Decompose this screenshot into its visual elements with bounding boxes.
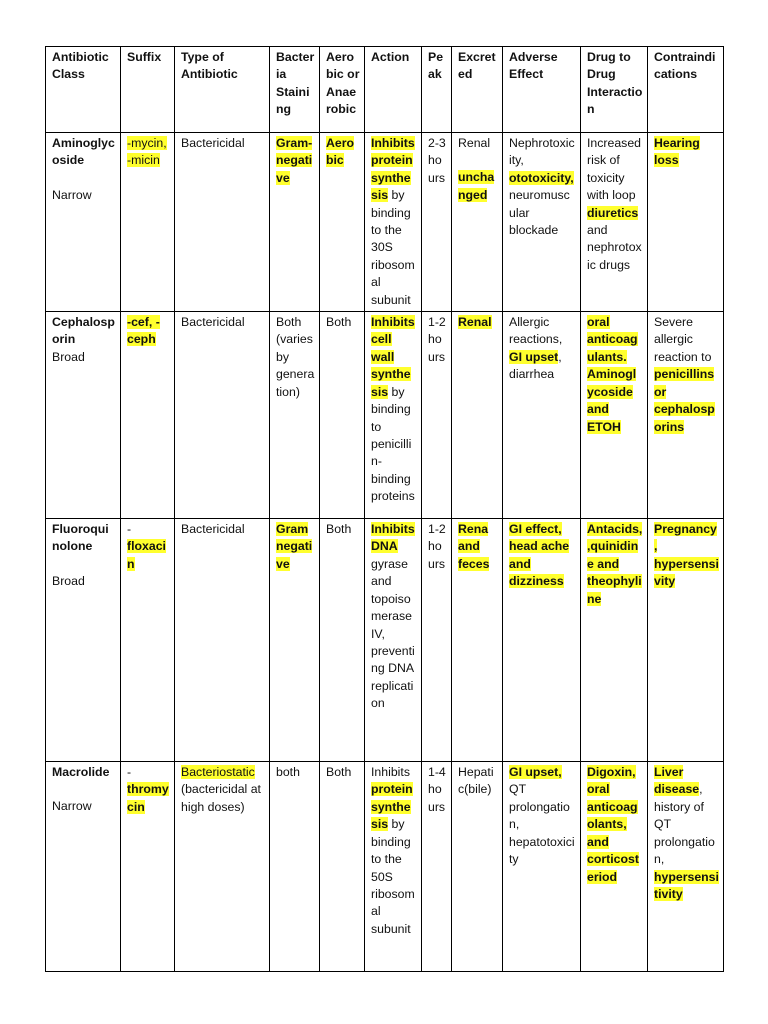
adverse-cell <box>503 762 581 972</box>
contra-text: , history of QT prolongation, <box>654 782 715 867</box>
ddi-highlight: Digoxin, oral anticoagolants, and corticosteriod <box>587 765 639 884</box>
action-text: by binding to the 30S ribosomal subunit <box>371 188 415 307</box>
adverse-cell <box>503 133 581 312</box>
excreted-highlight: Renal <box>458 315 492 330</box>
suffix-dash: - <box>127 765 132 780</box>
adverse-highlight: ototoxicity, <box>509 170 574 185</box>
class-cell <box>46 762 121 972</box>
adverse-text-2: , diarrhea <box>509 349 562 382</box>
adverse-highlight: GI upset, <box>509 765 562 780</box>
suffix-dash: - <box>127 522 132 537</box>
type-cell: Bactericidal <box>175 519 270 762</box>
header-suffix: Suffix <box>121 47 175 133</box>
ddi-cell <box>581 519 648 762</box>
action-cell <box>365 519 422 762</box>
suffix-highlight: -cef, -ceph <box>127 315 160 347</box>
suffix-cell <box>121 762 175 972</box>
spectrum: Broad <box>52 573 85 588</box>
staining-cell <box>270 133 320 312</box>
action-cell <box>365 762 422 972</box>
ddi-highlight: Antacids, ,quinidine and theophyline <box>587 522 643 606</box>
type-text: (bactericidal at high doses) <box>181 782 261 814</box>
ddi-cell <box>581 762 648 972</box>
suffix-highlight: -mycin, -micin <box>127 136 167 168</box>
type-highlight: Bacteriostatic <box>181 765 255 780</box>
contra-text: Severe allergic reaction to <box>654 315 712 364</box>
header-class: Antibiotic Class <box>46 47 121 133</box>
spectrum: Narrow <box>52 799 92 814</box>
header-adverse: Adverse Effect <box>503 47 581 133</box>
header-staining: Bacteria Staining <box>270 47 320 133</box>
type-cell <box>175 762 270 972</box>
table-row <box>46 762 724 972</box>
adverse-text-2: neuromuscular blockade <box>509 188 570 238</box>
excreted-highlight: unchanged <box>458 170 495 202</box>
adverse-highlight: GI upset <box>509 349 559 364</box>
staining-cell: Both (varies by generation) <box>270 312 320 519</box>
class-cell <box>46 312 121 519</box>
excreted-cell <box>452 133 503 312</box>
action-text-lead: Inhibits <box>371 765 410 780</box>
suffix-cell <box>121 519 175 762</box>
header-row <box>46 47 724 133</box>
contra-highlight: Liver disease <box>654 765 700 797</box>
excreted-text: Renal <box>458 136 491 150</box>
suffix-cell <box>121 312 175 519</box>
staining-highlight: Gram negative <box>276 522 313 571</box>
staining-cell <box>270 519 320 762</box>
action-highlight: Inhibits protein synthesis <box>371 136 415 203</box>
type-cell: Bactericidal <box>175 133 270 312</box>
action-highlight: Inhibits cell wall synthesis <box>371 315 415 399</box>
adverse-highlight: GI effect, head ache and dizziness <box>509 522 570 589</box>
class-cell <box>46 133 121 312</box>
adverse-cell <box>503 519 581 762</box>
contra-cell <box>648 762 724 972</box>
ddi-text-2: and nephrotoxic drugs <box>587 223 642 272</box>
peak-cell: 1-4 hours <box>422 762 452 972</box>
class-cell <box>46 519 121 762</box>
aerobic-cell: Both <box>320 519 365 762</box>
excreted-cell <box>452 312 503 519</box>
action-highlight: protein synthesis <box>371 782 413 832</box>
contra-cell <box>648 312 724 519</box>
staining-highlight: Gram-negative <box>276 136 313 185</box>
ddi-highlight: diuretics <box>587 205 639 220</box>
contra-highlight: Pregnancy, hypersensivity <box>654 522 719 589</box>
action-highlight: Inhibits DNA <box>371 522 415 554</box>
class-name: Cephalosporin <box>52 315 115 347</box>
excreted-highlight: Rena and feces <box>458 522 490 571</box>
ddi-cell <box>581 133 648 312</box>
table-row <box>46 133 724 312</box>
spectrum: Narrow <box>52 187 92 202</box>
aerobic-cell: Both <box>320 312 365 519</box>
peak-cell: 1-2 hours <box>422 519 452 762</box>
suffix-highlight: floxacin <box>127 539 166 571</box>
class-name: Aminoglycoside <box>52 136 115 168</box>
action-text: by binding to penicillin-binding proteins <box>371 384 415 504</box>
contra-highlight-2: hypersensitivity <box>654 869 719 901</box>
suffix-cell <box>121 133 175 312</box>
action-text: by binding to the 50S ribosomal subunit <box>371 817 415 936</box>
header-contra: Contraindications <box>648 47 724 133</box>
action-cell <box>365 312 422 519</box>
ddi-text: Increased risk of toxicity with loop <box>587 136 642 203</box>
excreted-cell <box>452 519 503 762</box>
peak-cell: 2-3 hours <box>422 133 452 312</box>
adverse-text-2: QT prolongation, hepatotoxicity <box>509 782 575 867</box>
action-text: gyrase and topoisomerase IV, preventing DNA replication <box>371 556 415 711</box>
adverse-cell <box>503 312 581 519</box>
antibiotic-table <box>45 46 724 972</box>
header-excreted: Excreted <box>452 47 503 133</box>
header-ddi: Drug to Drug Interaction <box>581 47 648 133</box>
aerobic-cell <box>320 133 365 312</box>
contra-cell <box>648 133 724 312</box>
adverse-text: Nephrotoxicity, <box>509 136 575 168</box>
table-row <box>46 312 724 519</box>
class-name: Fluoroquinolone <box>52 522 109 554</box>
suffix-highlight: thromycin <box>127 782 169 814</box>
excreted-cell: Hepatic(bile) <box>452 762 503 972</box>
adverse-text: Allergic reactions, <box>509 315 563 347</box>
ddi-cell <box>581 312 648 519</box>
header-action: Action <box>365 47 422 133</box>
header-peak: Peak <box>422 47 452 133</box>
class-name: Macrolide <box>52 765 110 780</box>
contra-highlight: penicillins or cephalosporins <box>654 367 715 434</box>
table-row <box>46 519 724 762</box>
header-type: Type of Antibiotic <box>175 47 270 133</box>
peak-cell: 1-2 hours <box>422 312 452 519</box>
aerobic-highlight: Aerobic <box>326 136 355 168</box>
action-cell <box>365 133 422 312</box>
aerobic-cell: Both <box>320 762 365 972</box>
header-aerobic: Aerobic or Anaerobic <box>320 47 365 133</box>
type-cell: Bactericidal <box>175 312 270 519</box>
staining-cell: both <box>270 762 320 972</box>
contra-cell <box>648 519 724 762</box>
ddi-highlight: oral anticoagulants. Aminoglycoside and ETOH <box>587 315 638 434</box>
contra-highlight: Hearing loss <box>654 136 700 168</box>
spectrum: Broad <box>52 349 85 364</box>
